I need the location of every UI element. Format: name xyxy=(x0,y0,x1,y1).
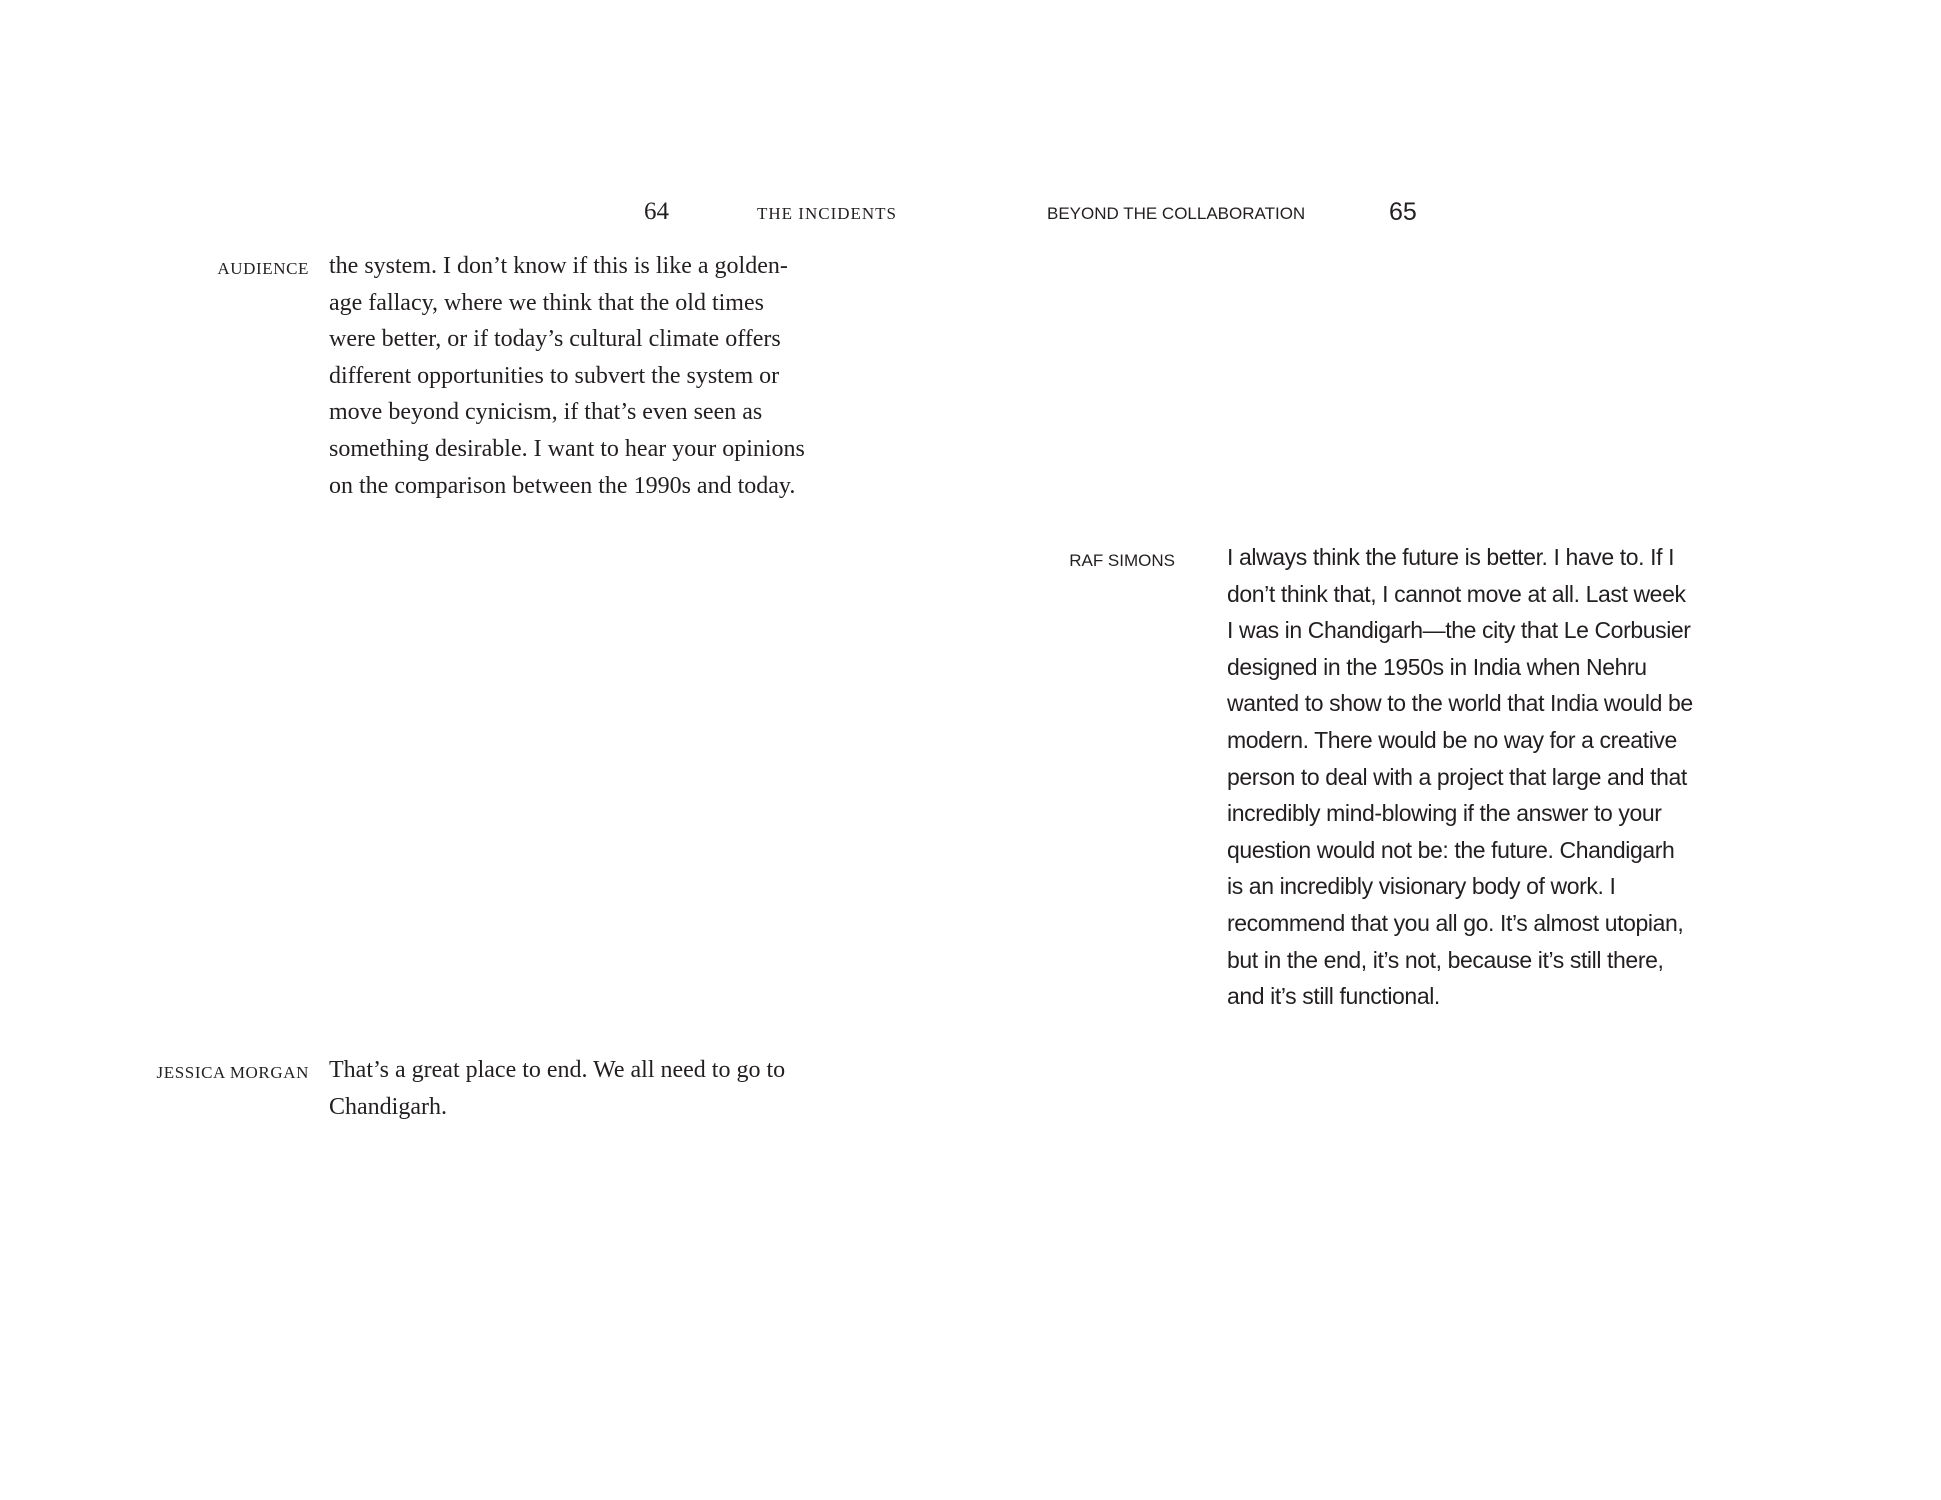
jessica-morgan-text: That’s a great place to end. We all need to go to Chandigarh. xyxy=(329,1057,786,1120)
page-number-right: 65 xyxy=(1389,198,1417,226)
running-head-left: THE INCIDENTS xyxy=(757,204,898,223)
speaker-audience: AUDIENCE xyxy=(217,259,309,278)
speaker-raf-simons: RAF SIMONS xyxy=(1069,551,1175,570)
raf-simons-text: I always think the future is better. I have to. If I don’t think that, I cannot move at all. Last week I was in Chandigarh—the city that Le Corbusier designed in the 1950s in India when Nehru wanted to show to the world that India would be modern. There would be no way for a creative person to deal with a project that large and that incredibly mind-blowing if the answer to your question would not be: the future. Chandigarh is an incredibly visionary body of work. I recommend that you all go. It’s almost utopian, but in the end, it’s not, because it’s still there, and it’s still functional. xyxy=(1227,544,1693,1010)
running-head-right: BEYOND THE COLLABORATION xyxy=(1047,204,1306,223)
audience-text: the system. I don’t know if this is like a golden- age fallacy, where we think that the old times were better, or if today’s cultural climate offers different opportunities to subvert the system or move beyond cynicism, if that’s even seen as something desirable. I want to hear your opinions on the comparison between the 1990s and today. xyxy=(329,253,805,499)
speaker-jessica-morgan: JESSICA MORGAN xyxy=(156,1063,309,1082)
page-number-left: 64 xyxy=(644,198,669,225)
right-page xyxy=(970,0,1940,1500)
left-page xyxy=(0,0,970,1500)
